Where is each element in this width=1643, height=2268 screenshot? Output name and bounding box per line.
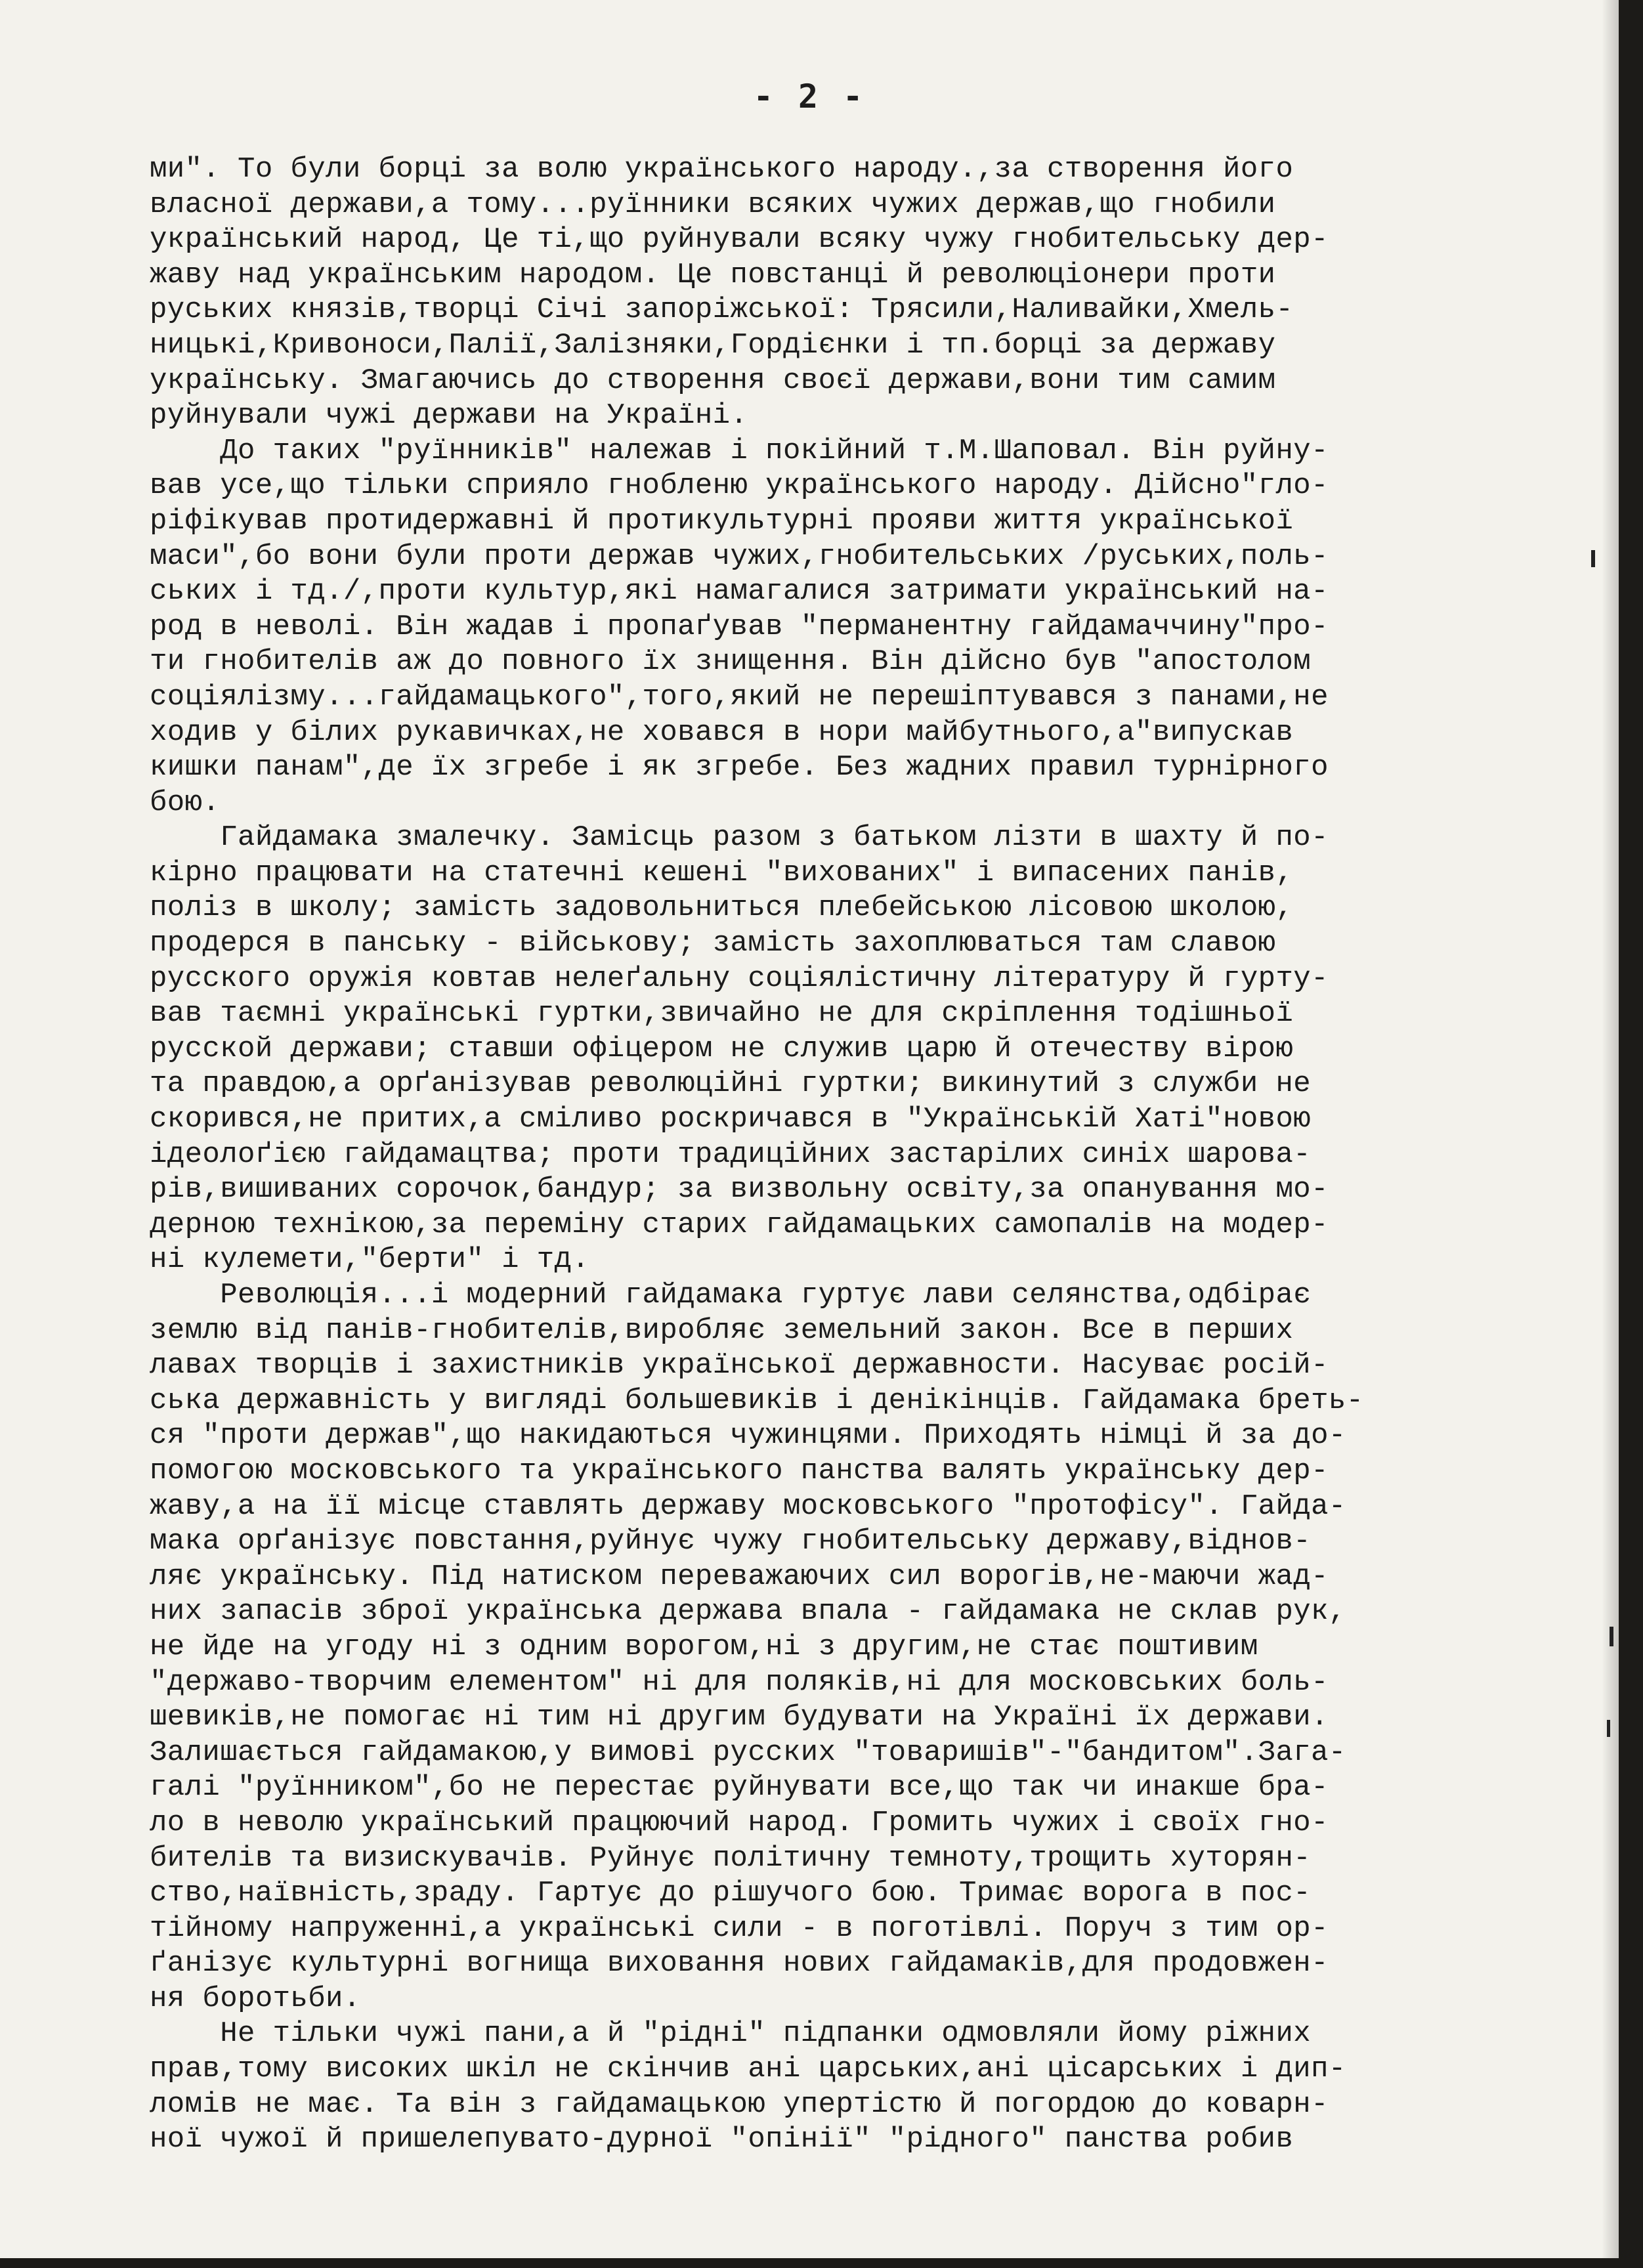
- text-line: них запасів зброї українська держава впала - гайдамака не склав рук,: [150, 1595, 1346, 1629]
- text-line: Революція...і модерний гайдамака гуртує лави селянства,одбірає: [150, 1279, 1312, 1312]
- text-line: русского оружія ковтав нелеґальну соціялістичну літературу й гурту-: [150, 962, 1329, 995]
- text-line: Не тільки чужі пани,а й "рідні" підпанки одмовляли йому ріжних: [150, 2017, 1312, 2051]
- text-line: тійному напруженні,а українські сили - в поготівлі. Поруч з тим ор-: [150, 1912, 1329, 1945]
- text-line: шевиків,не помогає ні тим ні другим будувати на Україні їх держави.: [150, 1701, 1329, 1734]
- text-line: мака орґанізує повстання,руйнує чужу гнобительську державу,віднов-: [150, 1525, 1312, 1558]
- text-line: жаву над українським народом. Це повстанці й революціонери проти: [150, 258, 1276, 291]
- text-line: український народ, Це ті,що руйнували всяку чужу гнобительську дер-: [150, 223, 1329, 257]
- margin-mark: [1610, 1627, 1613, 1646]
- text-line: ство,наївність,зраду. Гартує до рішучого бою. Тримає ворога в пос-: [150, 1877, 1312, 1910]
- text-line: дерною технікою,за переміну старих гайдамацьких самопалів на модер-: [150, 1208, 1329, 1241]
- text-line: ляє українську. Під натиском переважаючих сил ворогів,не-маючи жад-: [150, 1560, 1329, 1593]
- text-line: бителів та визискувачів. Руйнує політичну темноту,трощить хуторян-: [150, 1841, 1312, 1875]
- text-line: галі "руїнником",бо не перестає руйнувати все,що так чи инакше бра-: [150, 1771, 1329, 1805]
- text-line: продерся в панську - військову; замість захоплюваться там славою: [150, 927, 1276, 960]
- text-line: та правдою,а орґанізував революційні гуртки; викинутий з служби не: [150, 1067, 1312, 1101]
- text-line: кірно працювати на статечні кешені "вихованих" і випасених панів,: [150, 856, 1294, 889]
- text-line: рів,вишиваних сорочок,бандур; за визвольну освіту,за опанування мо-: [150, 1173, 1329, 1207]
- text-line: вав усе,що тільки сприяло гнобленю українського народу. Дійсно"гло-: [150, 469, 1329, 503]
- text-line: ся "проти держав",що накидаються чужинцями. Приходять німці й за до-: [150, 1419, 1346, 1453]
- text-line: До таких "руїнників" належав і покійний т.М.Шаповал. Він руйну-: [150, 434, 1329, 467]
- text-line: ня боротьби.: [150, 1982, 361, 2015]
- text-line: вав таємні українські гуртки,звичайно не для скріплення тодішньої: [150, 997, 1294, 1031]
- text-line: ломів не має. Та він з гайдамацькою упертістю й погордою до коварн-: [150, 2087, 1329, 2121]
- text-line: ми". То були борці за волю українського народу.,за створення його: [150, 153, 1294, 186]
- text-line: прав,тому високих шкіл не скінчив ані царських,ані цісарських і дип-: [150, 2053, 1346, 2086]
- text-line: ріфікував протидержавні й протикультурні прояви життя української: [150, 504, 1294, 538]
- text-line: помогою московського та українського панства валять українську дер-: [150, 1454, 1329, 1487]
- text-line: ної чужої й пришелепувато-дурної "опінії" "рідного" панства робив: [150, 2123, 1294, 2156]
- text-line: Гайдамака змалечку. Замісць разом з батьком лізти в шахту й по-: [150, 821, 1329, 855]
- text-line: Залишається гайдамакою,у вимові русских "товаришів"-"бандитом".Зага-: [150, 1736, 1346, 1769]
- text-line: скорився,не притих,а сміливо роскричався в "Українській Хаті"новою: [150, 1103, 1312, 1136]
- text-line: ходив у білих рукавичках,не ховався в нори майбутнього,а"випускав: [150, 716, 1294, 749]
- text-line: українську. Змагаючись до створення своєї держави,вони тим самим: [150, 364, 1276, 397]
- text-line: руських князів,творці Січі запоріжської: Трясили,Наливайки,Хмель-: [150, 293, 1294, 327]
- text-line: бою.: [150, 786, 221, 819]
- text-line: соціялізму...гайдамацького",того,який не перешіптувався з панами,не: [150, 680, 1329, 714]
- text-line: землю від панів-гнобителів,виробляє земельний закон. Все в перших: [150, 1314, 1294, 1347]
- text-line: ська державність у вигляді большевиків і денікінців. Гайдамака бреть-: [150, 1384, 1364, 1417]
- text-line: ідеолоґією гайдамацтва; проти традиційних застарілих синіх шарова-: [150, 1138, 1312, 1171]
- page-edge-shadow: [1602, 0, 1619, 2258]
- text-line: жаву,а на її місце ставлять державу московського "протофісу". Гайда-: [150, 1489, 1346, 1523]
- page-number: - 2 -: [753, 77, 866, 116]
- text-line: русской держави; ставши офіцером не служив царю й отечеству вірою: [150, 1032, 1294, 1065]
- margin-mark: [1607, 1720, 1610, 1737]
- text-line: не йде на угоду ні з одним ворогом,ні з другим,не стає поштивим: [150, 1630, 1258, 1663]
- text-line: лавах творців і захистників української державности. Насуває росій-: [150, 1349, 1329, 1382]
- text-line: ло в неволю український працюючий народ. Громить чужих і своїх гно-: [150, 1806, 1329, 1839]
- text-line: ницькі,Кривоноси,Палії,Залізняки,Гордієнки і тп.борці за державу: [150, 328, 1276, 362]
- text-line: род в неволі. Він жадав і пропаґував "перманентну гайдамаччину"про-: [150, 610, 1329, 643]
- text-line: власної держави,а тому...руїнники всяких чужих держав,що гнобили: [150, 188, 1276, 221]
- text-line: кишки панам",де їх згребе і як згребе. Без жадних правил турнірного: [150, 751, 1329, 784]
- text-line: руйнували чужі держави на Україні.: [150, 399, 748, 433]
- text-line: ґанізує культурні вогнища виховання нових гайдамаків,для продовжен-: [150, 1947, 1329, 1980]
- text-line: ських і тд./,проти культур,які намагалися затримати український на-: [150, 575, 1329, 609]
- body-text: [150, 152, 1495, 2158]
- text-line: поліз в школу; замість задовольниться плебейською лісовою школою,: [150, 891, 1294, 925]
- text-line: ні кулемети,"берти" і тд.: [150, 1243, 590, 1277]
- text-line: "державо-творчим елементом" ні для поляків,ні для московських боль-: [150, 1665, 1329, 1699]
- text-line: маси",бо вони були проти держав чужих,гнобительських /руських,поль-: [150, 540, 1329, 573]
- margin-mark: [1591, 550, 1595, 567]
- text-line: ти гнобителів аж до повного їх знищення. Він дійсно був "апостолом: [150, 645, 1312, 679]
